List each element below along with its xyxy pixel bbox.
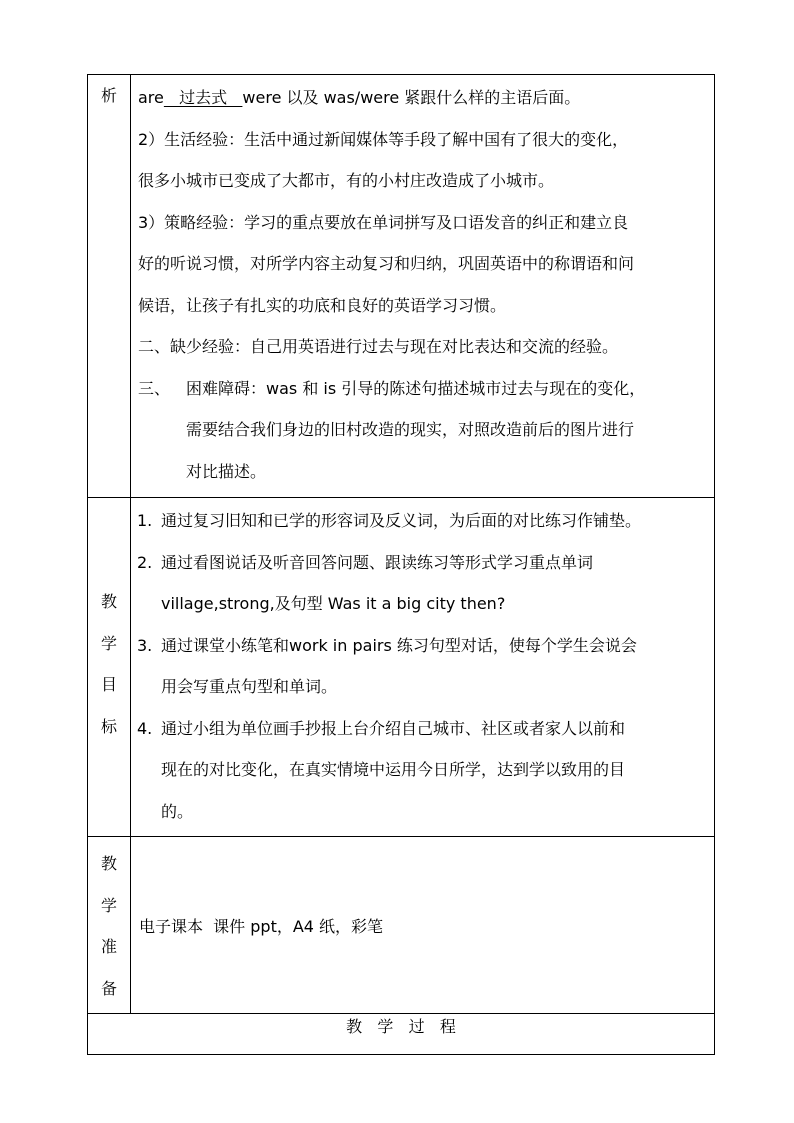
- objective-item: [137, 708, 714, 750]
- objective-item: [137, 542, 714, 584]
- objective-text: 通过复习旧知和已学的形容词及反义词，为后面的对比练习作铺垫。: [161, 511, 642, 530]
- underlined-past-tense: 过去式: [163, 88, 243, 107]
- analysis-label-cell: [88, 75, 131, 498]
- preparation-label-char: 学: [100, 895, 117, 915]
- preparation-label-char: 备: [100, 978, 117, 998]
- objective-continuation: 现在的对比变化，在真实情境中运用今日所学，达到学以致用的目: [161, 760, 626, 779]
- text-were: were 以及 was/were 紧跟什么样的主语后面。: [242, 88, 581, 107]
- objectives-row: [88, 498, 715, 837]
- objective-text: 通过看图说话及听音回答问题、跟读练习等形式学习重点单词: [161, 552, 594, 572]
- objective-number: 3.: [137, 635, 153, 655]
- analysis-line: 候语，让孩子有扎实的功底和良好的英语学习习惯。: [138, 295, 507, 315]
- difficulty-text: 困难障碍：was 和 is 引导的陈述句描述城市过去与现在的变化，: [186, 378, 646, 398]
- analysis-line: 3）策略经验：学习的重点要放在单词拼写及口语发音的纠正和建立良: [138, 212, 629, 232]
- analysis-line: 二、缺少经验：自己用英语进行过去与现在对比表达和交流的经验。: [138, 337, 619, 356]
- analysis-line: [138, 368, 714, 410]
- section-number: 三、: [138, 378, 171, 398]
- objective-continuation: 的。: [161, 801, 194, 821]
- preparation-text: 电子课本 课件 ppt，A4 纸，彩笔: [139, 916, 384, 936]
- preparation-label-cell: [88, 837, 131, 1014]
- analysis-line: 2）生活经验：生活中通过新闻媒体等手段了解中国有了很大的变化，: [138, 129, 629, 149]
- text-are: are: [138, 88, 164, 107]
- process-row: [88, 1014, 715, 1055]
- objectives-label-char: 学: [100, 633, 117, 653]
- analysis-row: [88, 75, 715, 498]
- objectives-label-char: 标: [100, 716, 117, 736]
- analysis-line: 好的听说习惯，对所学内容主动复习和归纳，巩固英语中的称谓语和问: [138, 254, 635, 273]
- analysis-line: 对比描述。: [186, 461, 267, 481]
- analysis-content: [131, 75, 715, 498]
- lesson-plan-table: [87, 74, 715, 1055]
- objectives-label-cell: [88, 498, 131, 837]
- objective-continuation: 用会写重点句型和单词。: [161, 677, 338, 696]
- objective-item: [137, 625, 714, 667]
- analysis-line: 需要结合我们身边的旧村改造的现实，对照改造前后的图片进行: [186, 420, 635, 439]
- objective-text: 通过小组为单位画手抄报上台介绍自己城市、社区或者家人以前和: [161, 718, 626, 738]
- preparation-label-char: 准: [100, 937, 117, 956]
- analysis-line: 很多小城市已变成了大都市，有的小村庄改造成了小城市。: [138, 171, 555, 190]
- objective-number: 2.: [137, 552, 153, 572]
- analysis-line: [138, 77, 714, 119]
- analysis-label: 析: [100, 86, 117, 105]
- process-title: 教 学 过 程: [88, 1014, 715, 1055]
- preparation-content: [131, 837, 715, 1014]
- preparation-row: [88, 837, 715, 1014]
- objectives-content: [131, 498, 715, 837]
- objectives-label-char: 教: [100, 592, 117, 611]
- objective-continuation: village,strong,及句型 Was it a big city then?: [161, 594, 506, 613]
- objectives-label-char: 目: [100, 675, 117, 694]
- objective-number: 4.: [137, 718, 153, 738]
- objective-text: 通过课堂小练笔和work in pairs 练习句型对话，使每个学生会说会: [161, 635, 637, 655]
- preparation-label-char: 教: [100, 854, 117, 873]
- objective-item: [137, 500, 714, 542]
- objective-number: 1.: [137, 511, 153, 530]
